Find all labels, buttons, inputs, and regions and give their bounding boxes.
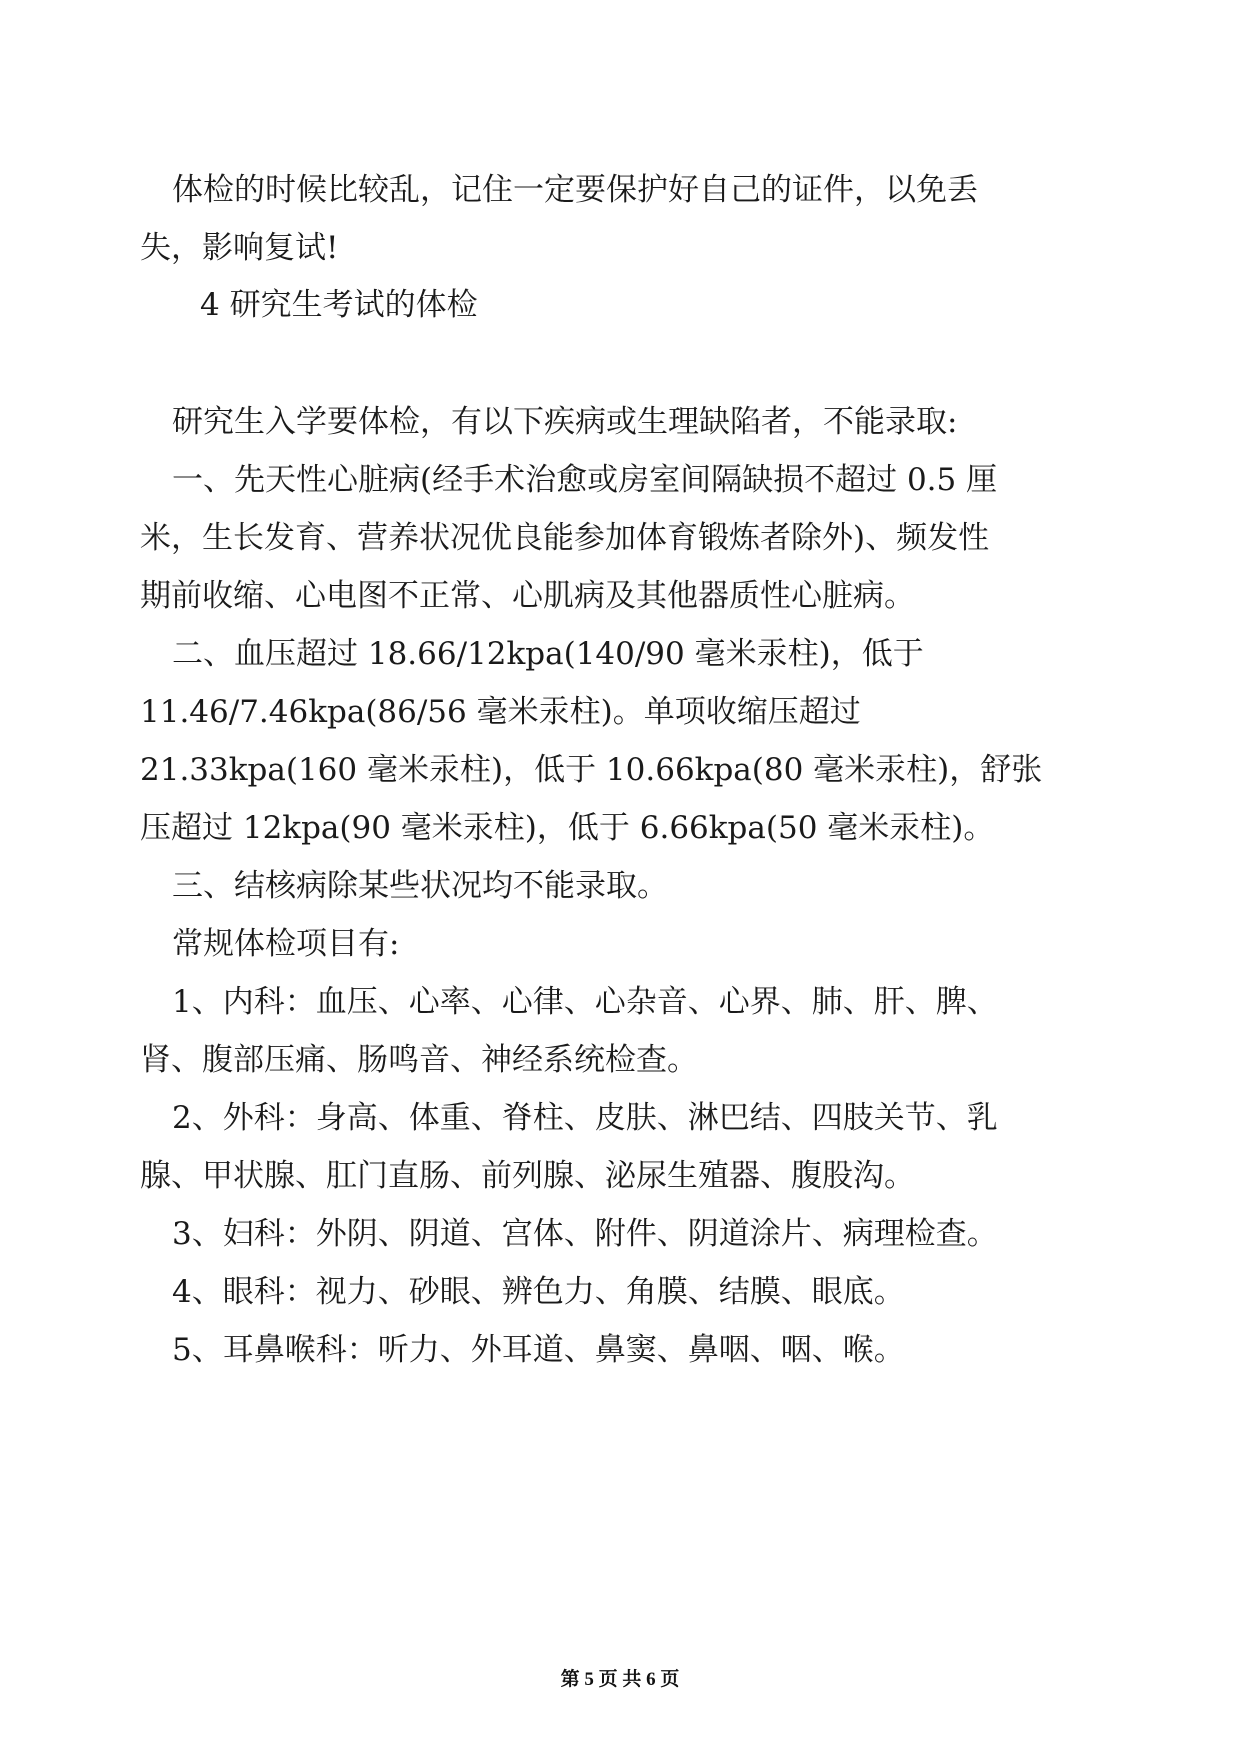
text-line: 失，影响复试! — [140, 230, 339, 266]
text-line: 常规体检项目有: — [172, 926, 400, 962]
text-line: 2、外科：身高、体重、脊柱、皮肤、淋巴结、四肢关节、乳 — [172, 1100, 998, 1136]
text-line: 压超过 12kpa(90 毫米汞柱)，低于 6.66kpa(50 毫米汞柱)。 — [140, 810, 995, 846]
text-line: 体检的时候比较乱，记住一定要保护好自己的证件，以免丢 — [172, 172, 978, 208]
text-line: 1、内科：血压、心率、心律、心杂音、心界、肺、肝、脾、 — [172, 984, 998, 1020]
text-line: 4、眼科：视力、砂眼、辨色力、角膜、结膜、眼底。 — [172, 1274, 905, 1310]
text-line: 21.33kpa(160 毫米汞柱)，低于 10.66kpa(80 毫米汞柱)，舒张 — [140, 752, 1043, 788]
text-line: 肾、腹部压痛、肠鸣音、神经系统检查。 — [140, 1042, 698, 1078]
text-line: 3、妇科：外阴、阴道、宫体、附件、阴道涂片、病理检查。 — [172, 1216, 998, 1252]
text-line: 二、血压超过 18.66/12kpa(140/90 毫米汞柱)，低于 — [172, 636, 924, 672]
text-line: 5、耳鼻喉科：听力、外耳道、鼻窦、鼻咽、咽、喉。 — [172, 1332, 905, 1368]
text-line: 一、先天性心脏病(经手术治愈或房室间隔缺损不超过 0.5 厘 — [172, 462, 998, 498]
text-line: 11.46/7.46kpa(86/56 毫米汞柱)。单项收缩压超过 — [140, 694, 861, 730]
text-line: 期前收缩、心电图不正常、心肌病及其他器质性心脏病。 — [140, 578, 915, 614]
section-heading: 4 研究生考试的体检 — [200, 287, 478, 323]
text-line: 研究生入学要体检，有以下疾病或生理缺陷者，不能录取: — [172, 404, 958, 440]
text-line: 腺、甲状腺、肛门直肠、前列腺、泌尿生殖器、腹股沟。 — [140, 1158, 915, 1194]
page-number-footer: 第 5 页 共 6 页 — [560, 1669, 680, 1690]
text-line: 米，生长发育、营养状况优良能参加体育锻炼者除外)、频发性 — [140, 520, 990, 556]
text-line: 三、结核病除某些状况均不能录取。 — [172, 868, 668, 904]
